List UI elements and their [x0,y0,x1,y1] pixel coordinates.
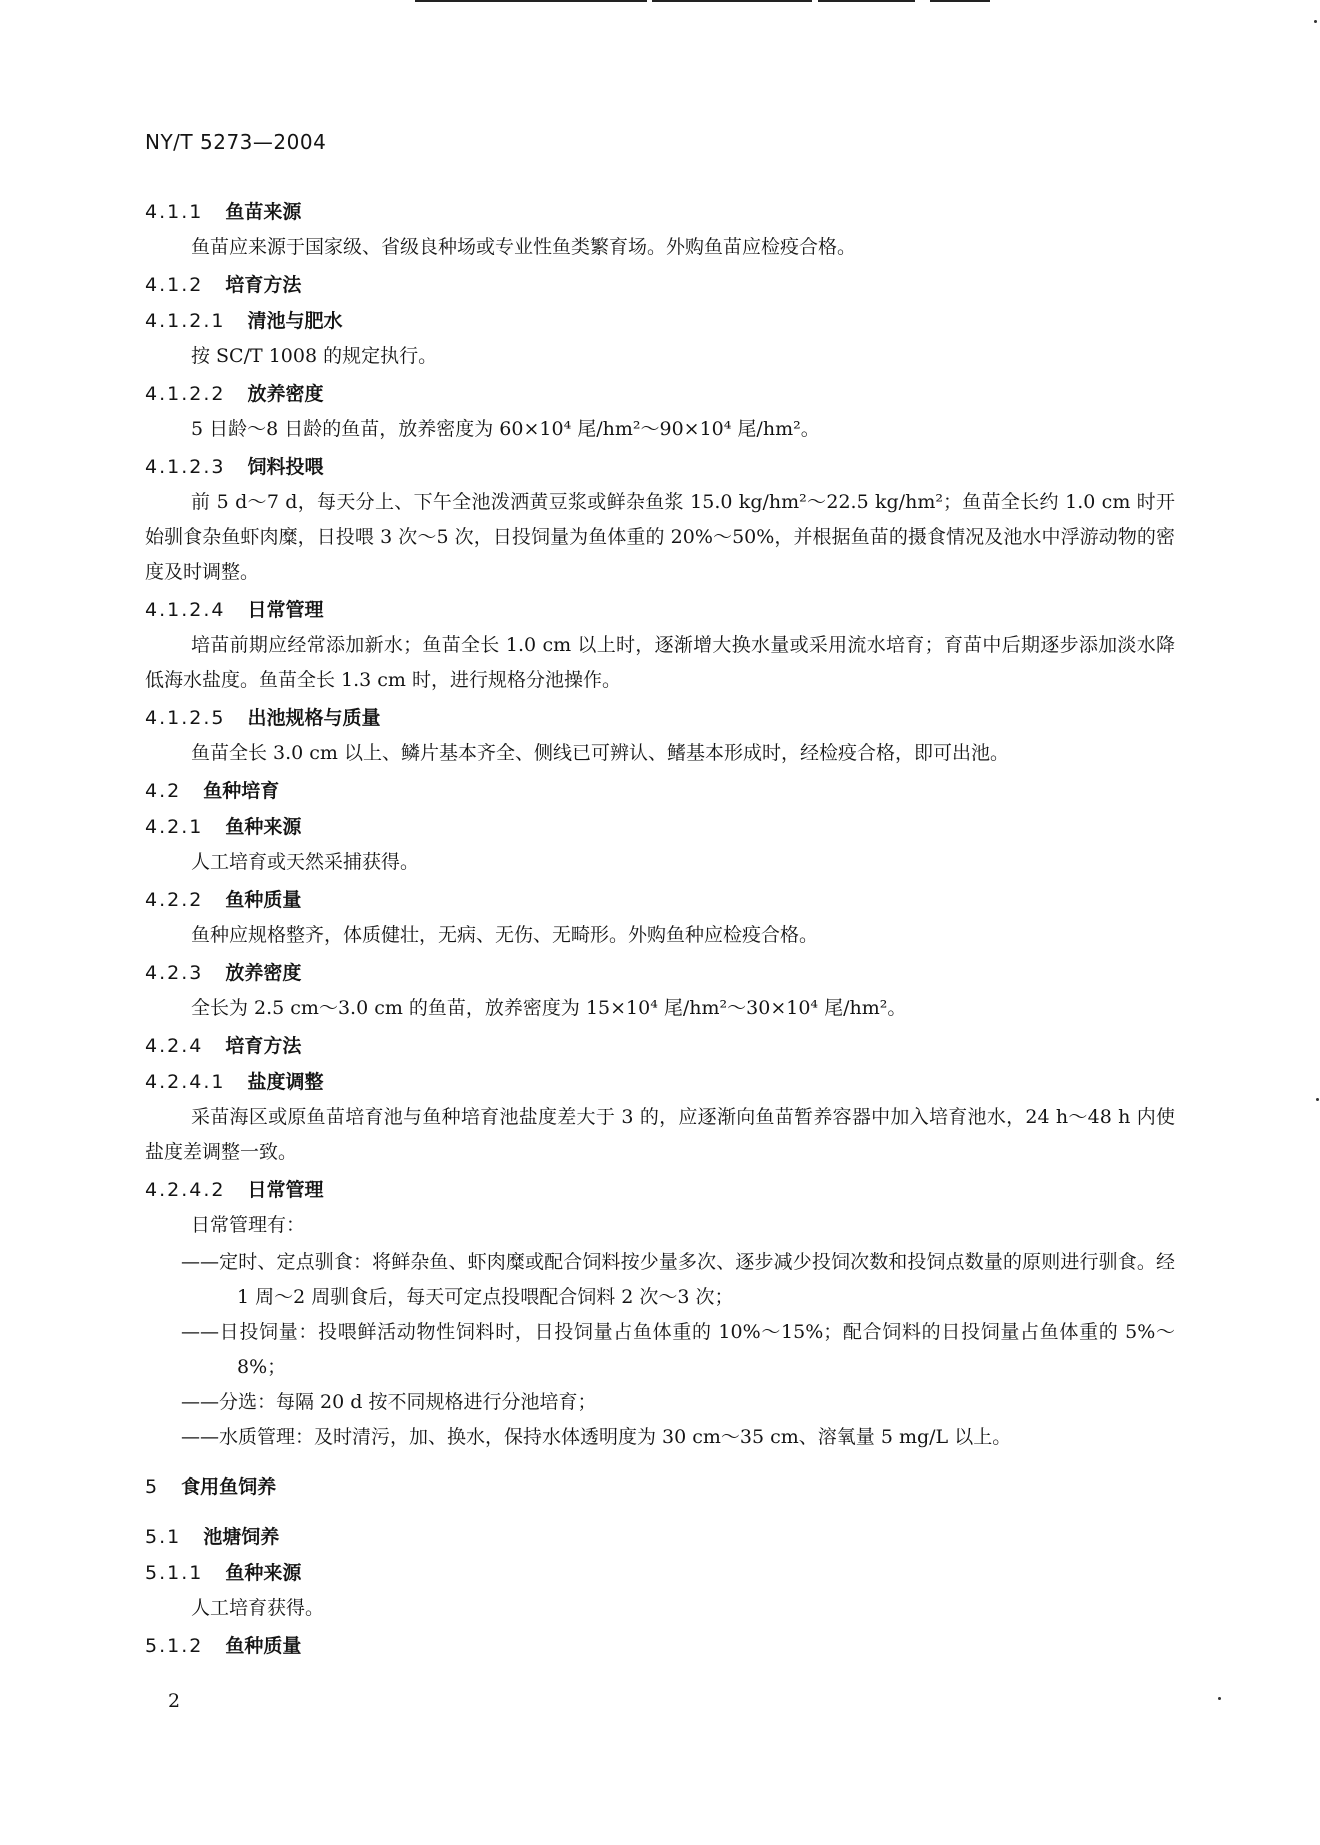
top-rule [930,0,990,2]
paragraph: 人工培育或天然采捕获得。 [191,851,420,873]
section-title: 日常管理 [247,599,324,621]
section-title: 食用鱼饲养 [181,1476,277,1498]
section-heading [145,592,1175,628]
section-number: 4.1.1 [145,201,204,223]
section-number: 4.1.2.5 [145,707,226,729]
paragraph: 鱼种应规格整齐，体质健壮，无病、无伤、无畸形。外购鱼种应检疫合格。 [191,924,819,946]
section-spacer [145,1505,1175,1519]
section-heading [145,1028,1175,1064]
section-number: 4.1.2 [145,274,204,296]
paragraph: 培苗前期应经常添加新水；鱼苗全长 1.0 cm 以上时，逐渐增大换水量或采用流水培育；育苗中后期逐步添加淡水降低海水盐度。鱼苗全长 1.3 cm 时，进行规格分池操作。 [145,634,1175,691]
paragraph: 鱼苗全长 3.0 cm 以上、鳞片基本齐全、侧线已可辨认、鳍基本形成时，经检疫合格，即可出池。 [191,742,1009,764]
section-heading [145,1555,1175,1591]
section-number: 5.1 [145,1526,182,1548]
section-number: 4.1.2.4 [145,599,226,621]
section-title: 饲料投喂 [247,456,324,478]
list-item: ——日投饲量：投喂鲜活动物性饲料时，日投饲量占鱼体重的 10%～15%；配合饲料的日投饲量占鱼体重的 5%～8%； [181,1321,1175,1378]
section-number: 4.2.1 [145,816,204,838]
section-heading [145,1064,1175,1100]
paragraph: 5 日龄～8 日龄的鱼苗，放养密度为 60×10⁴ 尾/hm²～90×10⁴ 尾/hm²。 [191,418,820,440]
section-heading [145,1519,1175,1555]
section-heading [145,1172,1175,1208]
section-number: 4.2.3 [145,962,204,984]
paragraph: 人工培育获得。 [191,1597,325,1619]
standard-code: NY/T 5273—2004 [145,130,327,154]
section-heading [145,194,1175,230]
section-number: 4.1.2.2 [145,383,226,405]
section-number: 4.2.4.1 [145,1071,226,1093]
section-title: 鱼种来源 [225,1562,302,1584]
scan-speck [1314,20,1317,23]
document-body [145,194,1175,1664]
section-title: 出池规格与质量 [247,707,381,729]
section-number: 5.1.1 [145,1562,204,1584]
top-rule [415,0,647,2]
list-item: ——定时、定点驯食：将鲜杂鱼、虾肉糜或配合饲料按少量多次、逐步减少投饲次数和投饲点数量的原则进行驯食。经 1 周～2 周驯食后，每天可定点投喂配合饲料 2 次～3 次； [181,1251,1175,1308]
document-page [145,130,1175,1664]
paragraph: 鱼苗应来源于国家级、省级良种场或专业性鱼类繁育场。外购鱼苗应检疫合格。 [191,236,857,258]
section-number: 4.2.4.2 [145,1179,226,1201]
scan-speck [1316,1098,1319,1101]
section-title: 放养密度 [225,962,302,984]
top-rule [818,0,915,2]
section-title: 鱼苗来源 [225,201,302,223]
section-title: 鱼种质量 [225,1635,302,1657]
section-title: 培育方法 [225,274,302,296]
section-title: 日常管理 [247,1179,324,1201]
paragraph: 采苗海区或原鱼苗培育池与鱼种培育池盐度差大于 3 的，应逐渐向鱼苗暂养容器中加入培育池水，24 h～48 h 内使盐度差调整一致。 [145,1106,1175,1163]
section-number: 5.1.2 [145,1635,204,1657]
section-heading [145,449,1175,485]
paragraph: 日常管理有： [191,1214,306,1236]
section-number: 4.2.2 [145,889,204,911]
section-heading [145,773,1175,809]
dash-list [145,1245,1175,1455]
section-number: 5 [145,1476,160,1498]
section-number: 4.2.4 [145,1035,204,1057]
section-title: 放养密度 [247,383,324,405]
paragraph: 全长为 2.5 cm～3.0 cm 的鱼苗，放养密度为 15×10⁴ 尾/hm²～30×10⁴ 尾/hm²。 [191,997,907,1019]
section-heading [145,700,1175,736]
section-title: 池塘饲养 [203,1526,280,1548]
section-heading [145,809,1175,845]
section-heading [145,1628,1175,1664]
section-spacer [145,1455,1175,1469]
section-number: 4.1.2.1 [145,310,226,332]
page-number: 2 [168,1690,181,1712]
list-item: ——分选：每隔 20 d 按不同规格进行分池培育； [181,1391,597,1413]
section-heading [145,882,1175,918]
section-title: 鱼种质量 [225,889,302,911]
section-title: 鱼种来源 [225,816,302,838]
section-number: 4.2 [145,780,182,802]
scan-speck [1218,1697,1221,1700]
top-rule [652,0,812,2]
section-heading [145,267,1175,303]
section-number: 4.1.2.3 [145,456,226,478]
list-item: ——水质管理：及时清污，加、换水，保持水体透明度为 30 cm～35 cm、溶氧量 5 mg/L 以上。 [181,1426,1012,1448]
section-heading [145,376,1175,412]
section-heading [145,1469,1175,1505]
section-title: 鱼种培育 [203,780,280,802]
section-title: 盐度调整 [247,1071,324,1093]
section-heading [145,955,1175,991]
section-heading [145,303,1175,339]
section-title: 培育方法 [225,1035,302,1057]
paragraph: 按 SC/T 1008 的规定执行。 [191,345,438,367]
section-title: 清池与肥水 [247,310,343,332]
paragraph: 前 5 d～7 d，每天分上、下午全池泼洒黄豆浆或鲜杂鱼浆 15.0 kg/hm²～22.5 kg/hm²；鱼苗全长约 1.0 cm 时开始驯食杂鱼虾肉糜，日投喂 3 次～5 次，日投饲量为鱼体重的 20%～50%，并根据鱼苗的摄食情况及池水中浮游动物的密度及时调整。 [145,491,1175,583]
